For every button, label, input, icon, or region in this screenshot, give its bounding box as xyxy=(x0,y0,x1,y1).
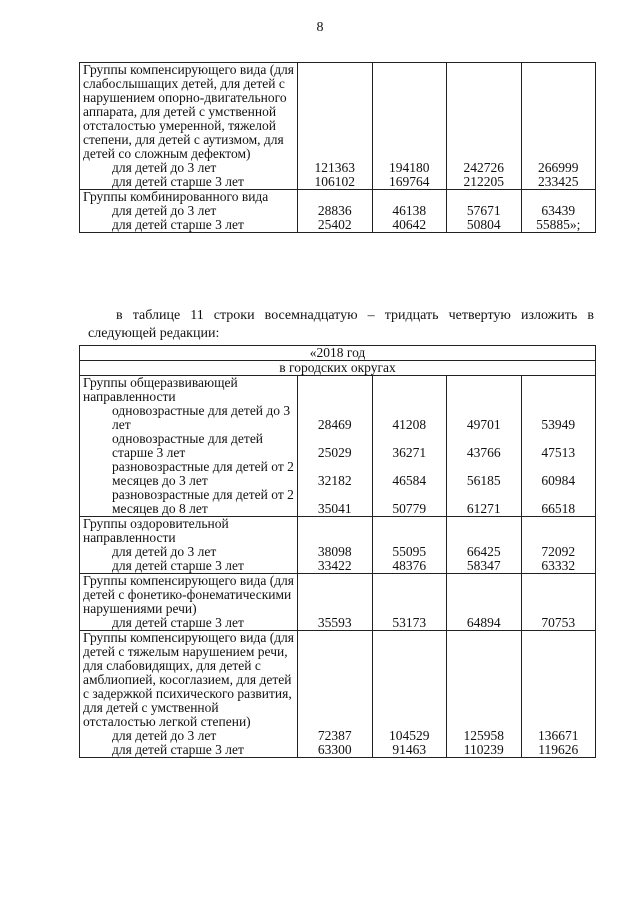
value-cell: 55095 xyxy=(372,545,447,559)
value-cell: 25029 xyxy=(298,432,373,460)
row-label: для детей старше 3 лет xyxy=(80,616,298,631)
empty-cell xyxy=(372,631,447,730)
empty-cell xyxy=(298,574,373,617)
row-label: для детей старше 3 лет xyxy=(80,559,298,574)
table-row xyxy=(80,432,596,460)
row-label: для детей старше 3 лет xyxy=(80,218,298,233)
amendment-paragraph: в таблице 11 строки восемнадцатую – тридцать четвертую изложить в следующей редакции: xyxy=(88,308,594,341)
group-row xyxy=(80,63,596,162)
value-cell: 70753 xyxy=(521,616,596,631)
row-label: для детей до 3 лет xyxy=(80,545,298,559)
value-cell: 66425 xyxy=(447,545,522,559)
empty-cell xyxy=(298,190,373,205)
table-row xyxy=(80,404,596,432)
empty-cell xyxy=(447,376,522,405)
value-cell: 53949 xyxy=(521,404,596,432)
value-cell: 50779 xyxy=(372,488,447,517)
group-row xyxy=(80,574,596,617)
value-cell: 57671 xyxy=(447,204,522,218)
year-header-row xyxy=(80,346,596,361)
empty-cell xyxy=(447,517,522,546)
value-cell: 91463 xyxy=(372,743,447,758)
value-cell: 35593 xyxy=(298,616,373,631)
empty-cell xyxy=(298,63,373,162)
empty-cell xyxy=(447,190,522,205)
table-row xyxy=(80,460,596,488)
empty-cell xyxy=(521,190,596,205)
table-11-replacement xyxy=(79,345,596,758)
empty-cell xyxy=(447,574,522,617)
value-cell: 32182 xyxy=(298,460,373,488)
empty-cell xyxy=(372,574,447,617)
value-cell: 47513 xyxy=(521,432,596,460)
value-cell: 60984 xyxy=(521,460,596,488)
district-header: в городских округах xyxy=(80,361,596,376)
table-row xyxy=(80,616,596,631)
value-cell: 119626 xyxy=(521,743,596,758)
value-cell: 55885»; xyxy=(521,218,596,233)
empty-cell xyxy=(298,517,373,546)
group-row xyxy=(80,376,596,405)
row-label: для детей до 3 лет xyxy=(80,729,298,743)
group-row xyxy=(80,190,596,205)
value-cell: 38098 xyxy=(298,545,373,559)
table-row xyxy=(80,161,596,175)
value-cell: 72387 xyxy=(298,729,373,743)
value-cell: 63332 xyxy=(521,559,596,574)
empty-cell xyxy=(372,190,447,205)
value-cell: 28469 xyxy=(298,404,373,432)
value-cell: 28836 xyxy=(298,204,373,218)
table-row xyxy=(80,729,596,743)
value-cell: 242726 xyxy=(447,161,522,175)
value-cell: 63439 xyxy=(521,204,596,218)
value-cell: 50804 xyxy=(447,218,522,233)
table-row xyxy=(80,545,596,559)
value-cell: 40642 xyxy=(372,218,447,233)
value-cell: 233425 xyxy=(521,175,596,190)
empty-cell xyxy=(298,376,373,405)
table-row xyxy=(80,218,596,233)
value-cell: 46138 xyxy=(372,204,447,218)
table-continuation xyxy=(79,62,596,233)
table-row xyxy=(80,204,596,218)
value-cell: 36271 xyxy=(372,432,447,460)
value-cell: 63300 xyxy=(298,743,373,758)
value-cell: 53173 xyxy=(372,616,447,631)
table-row xyxy=(80,743,596,758)
empty-cell xyxy=(298,631,373,730)
group-row xyxy=(80,631,596,730)
row-label: разновозрастные для детей от 2 месяцев до 8 лет xyxy=(80,488,298,517)
row-label: одновозрастные для детей старше 3 лет xyxy=(80,432,298,460)
page-number: 8 xyxy=(316,20,324,35)
empty-cell xyxy=(447,63,522,162)
value-cell: 110239 xyxy=(447,743,522,758)
value-cell: 121363 xyxy=(298,161,373,175)
empty-cell xyxy=(521,376,596,405)
value-cell: 33422 xyxy=(298,559,373,574)
table-row xyxy=(80,559,596,574)
empty-cell xyxy=(372,63,447,162)
value-cell: 125958 xyxy=(447,729,522,743)
group-row xyxy=(80,517,596,546)
value-cell: 106102 xyxy=(298,175,373,190)
value-cell: 212205 xyxy=(447,175,522,190)
value-cell: 56185 xyxy=(447,460,522,488)
row-label: для детей до 3 лет xyxy=(80,204,298,218)
value-cell: 136671 xyxy=(521,729,596,743)
group-title: Группы компенсирующего вида (для слабослышащих детей, для детей с нарушением опорно-двигательного аппарата, для детей с умственной отсталостью умеренной, тяжелой степени, для детей с аутизмом, для детей со сложным дефектом) xyxy=(80,63,298,162)
empty-cell xyxy=(447,631,522,730)
empty-cell xyxy=(521,631,596,730)
group-title: Группы компенсирующего вида (для детей с тяжелым нарушением речи, для слабовидящих, для детей с амблиопией, косоглазием, для детей с задержкой психического развития, для детей с умственной отсталостью легкой степени) xyxy=(80,631,298,730)
value-cell: 48376 xyxy=(372,559,447,574)
value-cell: 46584 xyxy=(372,460,447,488)
value-cell: 64894 xyxy=(447,616,522,631)
value-cell: 43766 xyxy=(447,432,522,460)
value-cell: 61271 xyxy=(447,488,522,517)
empty-cell xyxy=(521,63,596,162)
group-title: Группы оздоровительной направленности xyxy=(80,517,298,546)
district-header-row xyxy=(80,361,596,376)
value-cell: 169764 xyxy=(372,175,447,190)
value-cell: 66518 xyxy=(521,488,596,517)
group-title: Группы комбинированного вида xyxy=(80,190,298,205)
table-row xyxy=(80,175,596,190)
year-header: «2018 год xyxy=(80,346,596,361)
value-cell: 58347 xyxy=(447,559,522,574)
value-cell: 35041 xyxy=(298,488,373,517)
row-label: одновозрастные для детей до 3 лет xyxy=(80,404,298,432)
value-cell: 72092 xyxy=(521,545,596,559)
row-label: для детей старше 3 лет xyxy=(80,175,298,190)
value-cell: 194180 xyxy=(372,161,447,175)
value-cell: 49701 xyxy=(447,404,522,432)
row-label: для детей до 3 лет xyxy=(80,161,298,175)
empty-cell xyxy=(372,517,447,546)
group-title: Группы общеразвивающей направленности xyxy=(80,376,298,405)
empty-cell xyxy=(521,517,596,546)
row-label: для детей старше 3 лет xyxy=(80,743,298,758)
value-cell: 104529 xyxy=(372,729,447,743)
group-title: Группы компенсирующего вида (для детей с фонетико-фонематическими нарушениями речи) xyxy=(80,574,298,617)
value-cell: 25402 xyxy=(298,218,373,233)
row-label: разновозрастные для детей от 2 месяцев до 3 лет xyxy=(80,460,298,488)
value-cell: 266999 xyxy=(521,161,596,175)
empty-cell xyxy=(372,376,447,405)
empty-cell xyxy=(521,574,596,617)
table-row xyxy=(80,488,596,517)
value-cell: 41208 xyxy=(372,404,447,432)
